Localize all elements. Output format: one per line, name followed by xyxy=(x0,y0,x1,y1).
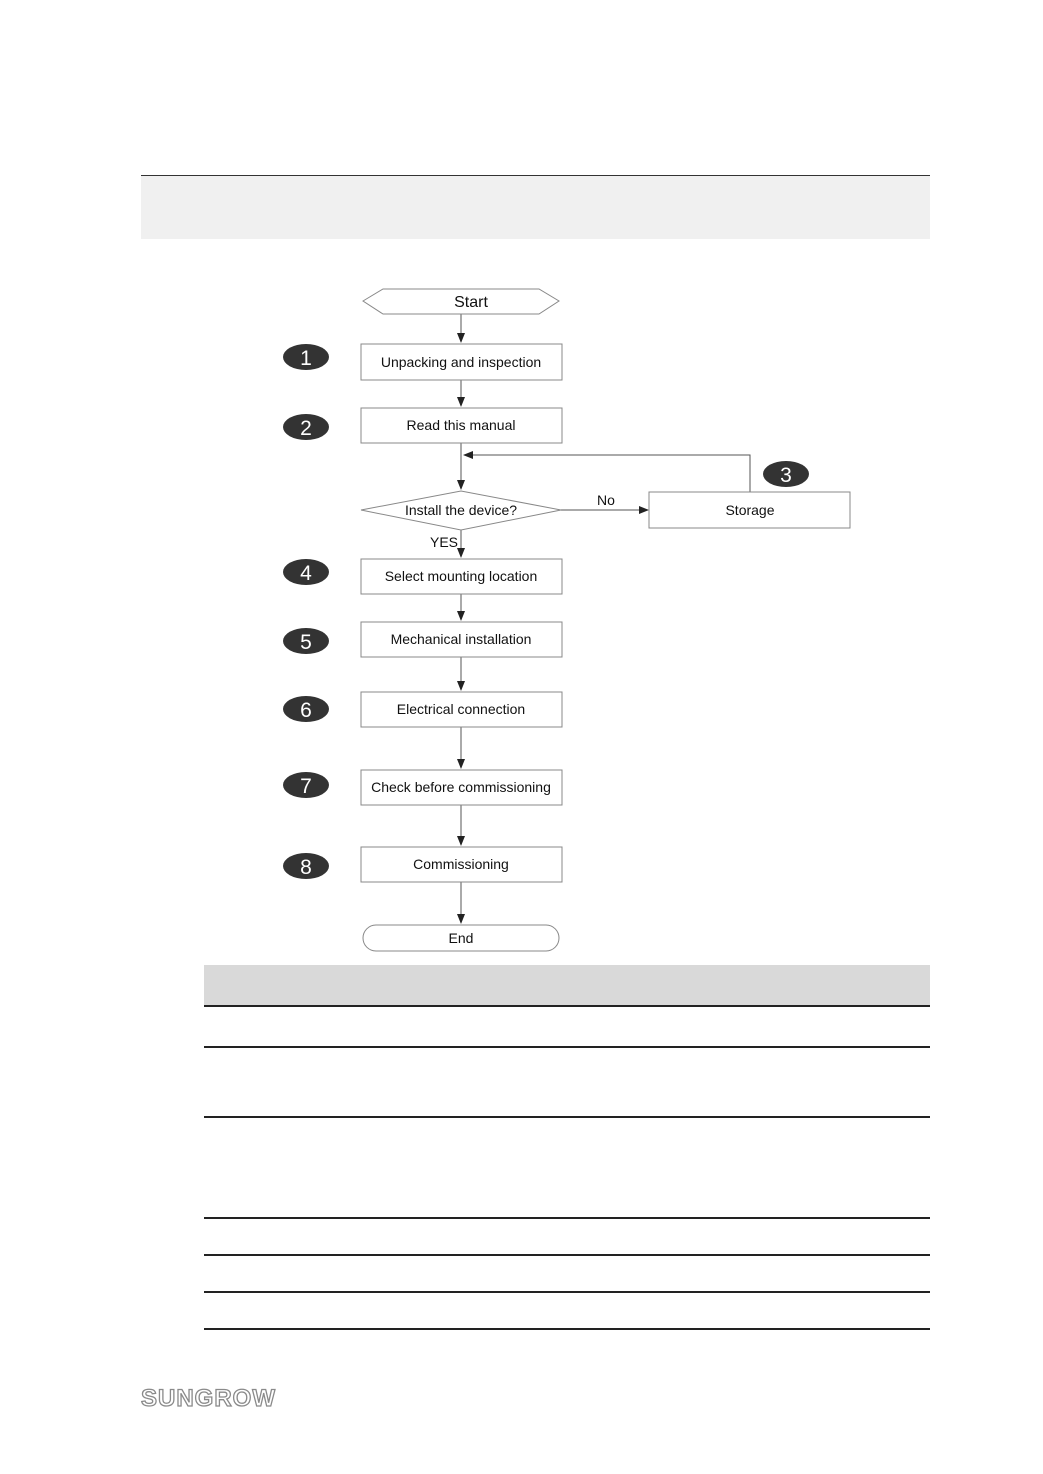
step-badge-number: 5 xyxy=(300,631,312,654)
sungrow-logo xyxy=(141,1384,301,1412)
step-badge-number: 4 xyxy=(300,562,312,585)
step-badge-number: 6 xyxy=(300,699,312,722)
flow-connectors xyxy=(461,314,750,923)
table-rule xyxy=(204,1116,930,1118)
step-label: Unpacking and inspection xyxy=(380,354,542,370)
storage-label: Storage xyxy=(725,502,775,518)
branch-yes-label: YES xyxy=(429,534,459,550)
step-label: Mechanical installation xyxy=(390,631,532,647)
decision-install-device xyxy=(361,491,615,550)
end-label: End xyxy=(448,930,474,946)
table-rule xyxy=(204,1046,930,1048)
step-2 xyxy=(283,408,562,443)
step-badge-number: 3 xyxy=(780,464,792,487)
step-label: Check before commissioning xyxy=(371,779,551,795)
step-label: Commissioning xyxy=(413,856,509,872)
table-rule xyxy=(204,1005,930,1007)
branch-no-label: No xyxy=(597,492,615,508)
step-8 xyxy=(283,847,562,882)
step-badge-number: 8 xyxy=(300,856,312,879)
logo-text: SUNGROW xyxy=(141,1385,276,1412)
end-terminator xyxy=(363,925,559,951)
step-badge-number: 1 xyxy=(300,347,312,370)
table-rule xyxy=(204,1254,930,1256)
table-header-band xyxy=(204,965,930,1005)
decision-label: Install the device? xyxy=(404,502,518,518)
step-badge-number: 7 xyxy=(300,775,312,798)
step-1 xyxy=(283,344,562,380)
step-7 xyxy=(283,770,562,805)
table-rule xyxy=(204,1291,930,1293)
start-label: Start xyxy=(454,294,488,311)
step-6 xyxy=(283,692,562,727)
step-5 xyxy=(283,622,562,657)
start-terminator xyxy=(363,289,559,314)
step-label: Select mounting location xyxy=(384,568,538,584)
table-rule xyxy=(204,1328,930,1330)
step-4 xyxy=(283,559,562,594)
step-label: Electrical connection xyxy=(396,701,526,717)
table-rule xyxy=(204,1217,930,1219)
arrow-storage-loopback xyxy=(464,455,750,492)
step-label: Read this manual xyxy=(406,417,516,433)
step-badge-number: 2 xyxy=(300,417,312,440)
